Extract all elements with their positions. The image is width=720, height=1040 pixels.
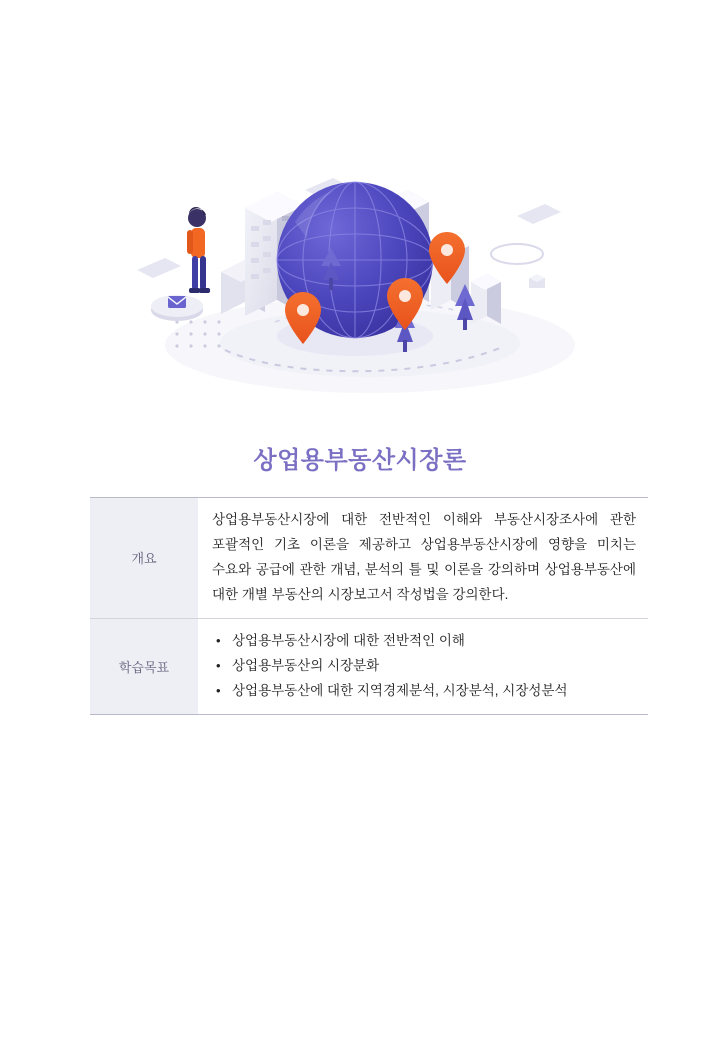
- table-row-overview: [90, 498, 648, 619]
- overview-paragraph: 상업용부동산시장에 대한 전반적인 이해와 부동산시장조사에 관한 포괄적인 기초 이론을 제공하고 상업용부동산시장에 영향을 미치는 수요와 공급에 관한 개념, 분석의 틀 및 이론을 강의하며 상업용부동산에 대한 개별 부동산의 시장보고서 작성법을 강의한다.: [212, 512, 636, 602]
- envelope-platform: [151, 295, 203, 321]
- list-item: • 상업용부동산에 대한 지역경제분석, 시장분석, 시장성분석: [212, 679, 636, 704]
- globe-city-location-icon: [125, 150, 595, 410]
- row-content-goals: [198, 618, 648, 714]
- learning-goals-list: [212, 629, 636, 704]
- illustration-container: [0, 150, 720, 420]
- row-label-overview: 개요: [90, 498, 198, 619]
- course-info-table: [90, 497, 648, 715]
- person-figure: [187, 207, 210, 293]
- list-item: • 상업용부동산시장에 대한 전반적인 이해: [212, 629, 636, 654]
- list-item: • 상업용부동산의 시장분화: [212, 654, 636, 679]
- row-label-goals: 학습목표: [90, 618, 198, 714]
- row-content-overview: [198, 498, 648, 619]
- page-title: 상업용부동산시장론: [253, 447, 467, 474]
- table-row-goals: [90, 618, 648, 714]
